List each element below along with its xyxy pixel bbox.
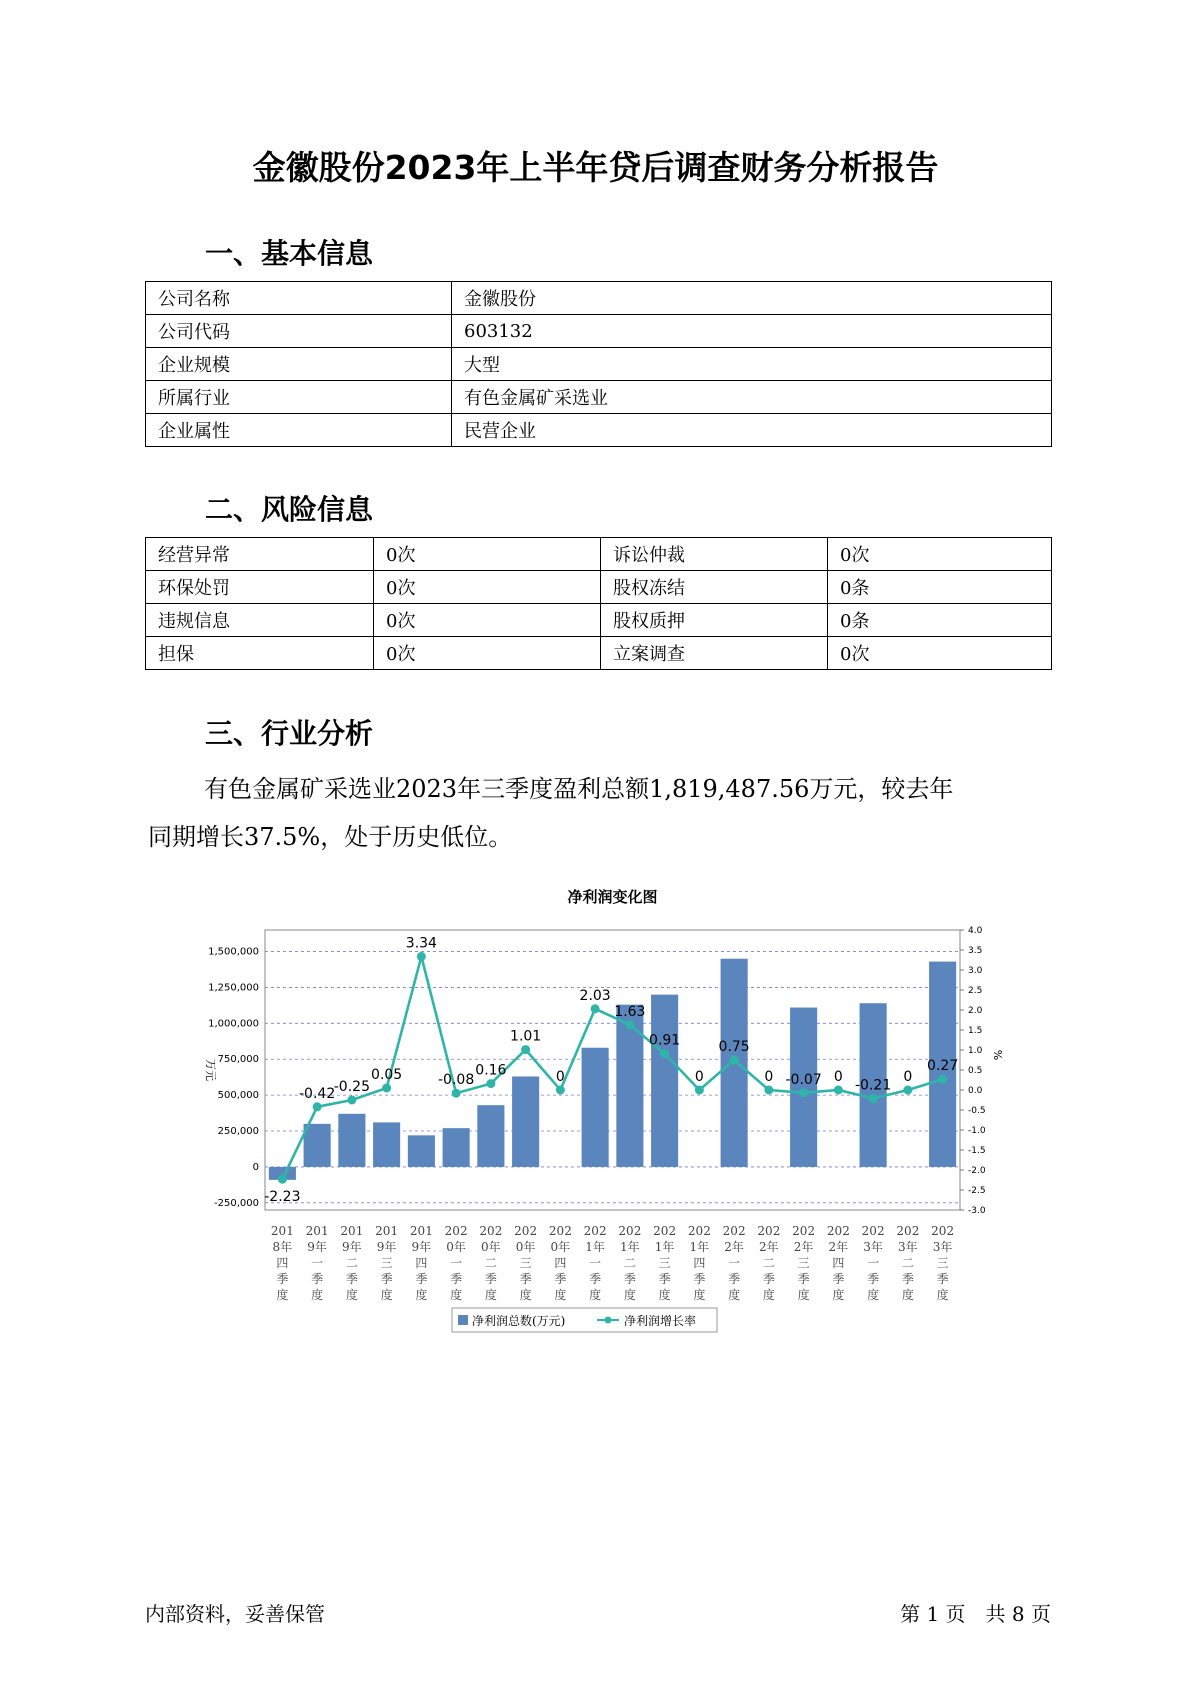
risk-label: 经营异常	[146, 538, 374, 571]
x-tick-label: 季	[519, 1272, 532, 1286]
x-tick-label: 3年	[898, 1240, 918, 1254]
risk-label: 担保	[146, 637, 374, 670]
footer-page-number: 第 1 页 共 8 页	[900, 1602, 1051, 1626]
x-tick-label: 二	[484, 1256, 497, 1270]
y2-tick-label: 1.0	[968, 1046, 983, 1056]
x-tick-label: 8年	[272, 1240, 293, 1254]
field-label: 公司名称	[146, 282, 452, 315]
x-tick-label: 度	[728, 1288, 741, 1302]
table-row	[146, 348, 1052, 381]
growth-data-label: -0.42	[299, 1085, 336, 1102]
x-tick-label: 二	[901, 1256, 914, 1270]
growth-data-label: 0.05	[371, 1067, 403, 1083]
legend-line-marker	[605, 1317, 612, 1324]
x-tick-label: 四	[832, 1256, 845, 1270]
x-tick-label: 季	[728, 1272, 741, 1286]
x-tick-label: 一	[450, 1256, 463, 1270]
x-tick-label: 季	[554, 1272, 567, 1286]
x-tick-label: 季	[797, 1272, 810, 1286]
growth-point	[730, 1056, 739, 1065]
x-tick-label: 度	[345, 1288, 358, 1302]
x-tick-label: 202	[444, 1224, 468, 1238]
risk-label: 违规信息	[146, 604, 374, 637]
y2-tick-label: 0.5	[968, 1066, 983, 1076]
y2-tick-label: -1.0	[968, 1126, 986, 1136]
bar	[477, 1105, 504, 1167]
x-tick-label: 2年	[793, 1240, 814, 1254]
section-risk-heading: 二、风险信息	[205, 493, 374, 526]
growth-data-label: -2.23	[264, 1189, 301, 1206]
paragraph-line-2: 同期增长37.5%，处于历史低位。	[148, 823, 513, 851]
growth-data-label: 0	[833, 1069, 843, 1085]
growth-data-label: 1.63	[614, 1003, 646, 1020]
net-profit-chart	[190, 880, 1050, 1340]
table-row	[146, 282, 1052, 315]
field-value: 民营企业	[452, 414, 1052, 447]
x-tick-label: 季	[311, 1272, 324, 1286]
growth-point	[625, 1020, 634, 1029]
x-tick-label: 202	[757, 1224, 781, 1238]
x-tick-label: 202	[792, 1224, 816, 1238]
industry-paragraph	[148, 765, 1048, 861]
growth-point	[278, 1175, 287, 1184]
growth-data-label: 0.16	[475, 1062, 507, 1079]
plot-area	[265, 930, 960, 1210]
x-tick-label: 0年	[550, 1240, 571, 1254]
risk-value: 0次	[374, 637, 601, 670]
x-tick-label: 度	[936, 1288, 949, 1302]
risk-value: 0次	[828, 637, 1052, 670]
x-tick-label: 202	[861, 1224, 885, 1238]
y-tick-label: 1,250,000	[208, 982, 259, 994]
y-tick-label: 0	[252, 1161, 259, 1173]
bar	[408, 1135, 435, 1167]
growth-data-label: 3.34	[405, 935, 437, 952]
x-tick-label: 季	[345, 1272, 358, 1286]
field-label: 所属行业	[146, 381, 452, 414]
y-tick-label: 250,000	[217, 1126, 259, 1138]
x-tick-label: 9年	[307, 1240, 327, 1254]
growth-point	[869, 1094, 878, 1103]
growth-data-label: 0	[555, 1069, 565, 1085]
x-tick-label: 一	[589, 1256, 602, 1270]
x-tick-label: 度	[519, 1288, 532, 1302]
field-value: 大型	[452, 348, 1052, 381]
growth-data-label: -0.21	[855, 1077, 892, 1094]
y2-tick-label: -2.0	[968, 1166, 986, 1176]
growth-point	[556, 1086, 565, 1095]
x-tick-label: 季	[276, 1272, 289, 1286]
bar	[304, 1124, 331, 1167]
bar	[649, 995, 681, 1167]
x-tick-label: 9年	[376, 1240, 397, 1254]
section-industry-heading: 三、行业分析	[205, 717, 374, 750]
x-tick-label: 201	[409, 1224, 433, 1238]
x-tick-label: 2年	[724, 1240, 744, 1254]
risk-info-table	[145, 537, 1052, 670]
x-tick-label: 一	[728, 1256, 741, 1270]
risk-label: 诉讼仲裁	[601, 538, 828, 571]
growth-point	[486, 1079, 495, 1088]
x-tick-label: 四	[693, 1256, 706, 1270]
x-tick-label: 2年	[828, 1240, 849, 1254]
legend-line-label: 净利润增长率	[624, 1314, 697, 1328]
growth-data-label: -0.08	[438, 1072, 475, 1089]
legend-bar-label: 净利润总数(万元)	[472, 1314, 566, 1328]
y2-tick-label: 3.5	[968, 946, 983, 956]
growth-point	[347, 1096, 356, 1105]
x-tick-label: 度	[658, 1288, 671, 1302]
section-basic-heading: 一、基本信息	[205, 237, 374, 270]
table-row	[146, 604, 1052, 637]
x-tick-label: 202	[687, 1224, 711, 1238]
table-row	[146, 315, 1052, 348]
risk-value: 0次	[374, 604, 601, 637]
x-tick-label: 度	[484, 1288, 497, 1302]
x-tick-label: 二	[762, 1256, 775, 1270]
y-tick-label: 1,000,000	[208, 1018, 259, 1030]
field-value: 603132	[452, 315, 1052, 348]
x-tick-label: 度	[623, 1288, 636, 1302]
y-tick-label: -250,000	[214, 1197, 259, 1209]
risk-label: 股权冻结	[601, 571, 828, 604]
growth-data-label: -0.07	[785, 1071, 822, 1088]
x-tick-label: 季	[450, 1272, 463, 1286]
x-tick-label: 0年	[515, 1240, 536, 1254]
x-tick-label: 度	[554, 1288, 567, 1302]
x-tick-label: 度	[311, 1288, 324, 1302]
table-row	[146, 637, 1052, 670]
growth-data-label: 0.75	[718, 1039, 750, 1055]
table-row	[146, 538, 1052, 571]
x-tick-label: 季	[380, 1272, 393, 1286]
x-tick-label: 1年	[689, 1240, 710, 1254]
growth-point	[591, 1004, 600, 1013]
chart-title: 净利润变化图	[567, 888, 658, 906]
table-row	[146, 571, 1052, 604]
x-tick-label: 202	[722, 1224, 746, 1238]
risk-value: 0次	[828, 538, 1052, 571]
risk-value: 0条	[828, 604, 1052, 637]
x-tick-label: 1年	[620, 1240, 640, 1254]
growth-point	[417, 952, 426, 961]
x-tick-label: 3年	[863, 1240, 883, 1254]
bar	[443, 1128, 470, 1167]
y2-tick-label: -3.0	[968, 1206, 986, 1216]
x-tick-label: 季	[901, 1272, 914, 1286]
x-tick-label: 季	[658, 1272, 671, 1286]
x-tick-label: 三	[519, 1256, 532, 1270]
bar	[338, 1114, 365, 1167]
x-tick-label: 202	[548, 1224, 572, 1238]
x-tick-label: 度	[693, 1288, 706, 1302]
field-label: 企业属性	[146, 414, 452, 447]
growth-data-label: 0	[764, 1069, 774, 1085]
footer-confidential: 内部资料，妥善保管	[145, 1602, 325, 1626]
y2-axis-label: %	[991, 1049, 1004, 1061]
x-tick-label: 度	[867, 1288, 880, 1302]
x-tick-label: 201	[270, 1224, 294, 1238]
x-tick-label: 度	[589, 1288, 602, 1302]
x-tick-label: 9年	[411, 1240, 432, 1254]
y2-tick-label: 3.0	[968, 966, 983, 976]
growth-point	[903, 1086, 912, 1095]
x-tick-label: 9年	[342, 1240, 362, 1254]
x-tick-label: 度	[450, 1288, 463, 1302]
table-row	[146, 381, 1052, 414]
x-tick-label: 季	[589, 1272, 602, 1286]
x-tick-label: 季	[623, 1272, 636, 1286]
field-label: 公司代码	[146, 315, 452, 348]
growth-point	[938, 1075, 947, 1084]
risk-label: 立案调查	[601, 637, 828, 670]
y-tick-label: 750,000	[217, 1054, 259, 1066]
x-tick-label: 度	[797, 1288, 810, 1302]
growth-point	[660, 1049, 669, 1058]
x-tick-label: 三	[380, 1256, 393, 1270]
field-label: 企业规模	[146, 348, 452, 381]
x-tick-label: 季	[693, 1272, 706, 1286]
growth-data-label: 0	[694, 1069, 704, 1085]
bar	[582, 1048, 609, 1167]
risk-label: 环保处罚	[146, 571, 374, 604]
x-tick-label: 0年	[481, 1240, 501, 1254]
x-tick-label: 二	[345, 1256, 358, 1270]
basic-info-table	[145, 281, 1052, 447]
x-tick-label: 201	[305, 1224, 329, 1238]
y2-tick-label: -1.5	[968, 1146, 986, 1156]
growth-data-label: 1.01	[510, 1028, 542, 1045]
legend-bar-swatch	[458, 1315, 468, 1325]
x-tick-label: 季	[762, 1272, 775, 1286]
bar	[512, 1076, 539, 1166]
x-tick-label: 度	[380, 1288, 393, 1302]
y-tick-label: 1,500,000	[208, 946, 259, 958]
risk-value: 0条	[828, 571, 1052, 604]
x-tick-label: 度	[832, 1288, 845, 1302]
risk-label: 股权质押	[601, 604, 828, 637]
x-tick-label: 三	[936, 1256, 949, 1270]
table-row	[146, 414, 1052, 447]
growth-point	[313, 1102, 322, 1111]
x-tick-label: 1年	[585, 1240, 605, 1254]
field-value: 金徽股份	[452, 282, 1052, 315]
y2-tick-label: 2.0	[968, 1006, 983, 1016]
y2-tick-label: 0.0	[968, 1086, 983, 1096]
growth-point	[382, 1084, 391, 1093]
x-tick-label: 季	[832, 1272, 845, 1286]
y-tick-label: 500,000	[217, 1090, 259, 1102]
y2-tick-label: -2.5	[968, 1186, 986, 1196]
y2-tick-label: 4.0	[968, 926, 983, 936]
x-tick-label: 3年	[932, 1240, 953, 1254]
growth-data-label: -0.25	[333, 1079, 370, 1095]
growth-point	[764, 1086, 773, 1095]
growth-point	[521, 1045, 530, 1054]
x-tick-label: 度	[901, 1288, 914, 1302]
x-tick-label: 201	[340, 1224, 364, 1238]
x-tick-label: 202	[583, 1224, 607, 1238]
bar	[373, 1122, 400, 1167]
x-tick-label: 度	[415, 1288, 428, 1302]
x-tick-label: 度	[276, 1288, 289, 1302]
paragraph-line-1: 有色金属矿采选业2023年三季度盈利总额1,819,487.56万元，较去年	[204, 775, 954, 803]
growth-point	[695, 1086, 704, 1095]
y-axis-label: 万元	[204, 1059, 217, 1081]
y2-tick-label: 1.5	[968, 1026, 983, 1036]
x-tick-label: 1年	[654, 1240, 675, 1254]
growth-point	[799, 1088, 808, 1097]
growth-point	[452, 1089, 461, 1098]
x-tick-label: 季	[415, 1272, 428, 1286]
x-tick-label: 季	[484, 1272, 497, 1286]
x-tick-label: 三	[658, 1256, 671, 1270]
x-tick-label: 二	[623, 1256, 636, 1270]
x-tick-label: 度	[762, 1288, 775, 1302]
growth-data-label: 0.27	[927, 1058, 959, 1075]
x-tick-label: 202	[931, 1224, 955, 1238]
x-tick-label: 202	[653, 1224, 677, 1238]
growth-data-label: 0.91	[649, 1032, 681, 1049]
x-tick-label: 四	[554, 1256, 567, 1270]
x-tick-label: 202	[826, 1224, 850, 1238]
x-tick-label: 201	[375, 1224, 399, 1238]
x-tick-label: 202	[514, 1224, 538, 1238]
x-tick-label: 202	[618, 1224, 642, 1238]
risk-value: 0次	[374, 538, 601, 571]
x-tick-label: 季	[867, 1272, 880, 1286]
x-tick-label: 季	[936, 1272, 949, 1286]
document-title: 金徽股份2023年上半年贷后调查财务分析报告	[252, 148, 939, 187]
growth-data-label: 2.03	[579, 987, 611, 1004]
y2-tick-label: -0.5	[968, 1106, 986, 1116]
x-tick-label: 一	[311, 1256, 324, 1270]
growth-data-label: 0	[903, 1069, 913, 1085]
x-tick-label: 202	[896, 1224, 920, 1238]
x-tick-label: 0年	[446, 1240, 466, 1254]
field-value: 有色金属矿采选业	[452, 381, 1052, 414]
x-tick-label: 一	[867, 1256, 880, 1270]
x-tick-label: 202	[479, 1224, 503, 1238]
y2-tick-label: 2.5	[968, 986, 983, 996]
x-tick-label: 三	[797, 1256, 810, 1270]
x-tick-label: 2年	[759, 1240, 779, 1254]
risk-value: 0次	[374, 571, 601, 604]
growth-point	[834, 1086, 843, 1095]
x-tick-label: 四	[415, 1256, 428, 1270]
x-tick-label: 四	[276, 1256, 289, 1270]
